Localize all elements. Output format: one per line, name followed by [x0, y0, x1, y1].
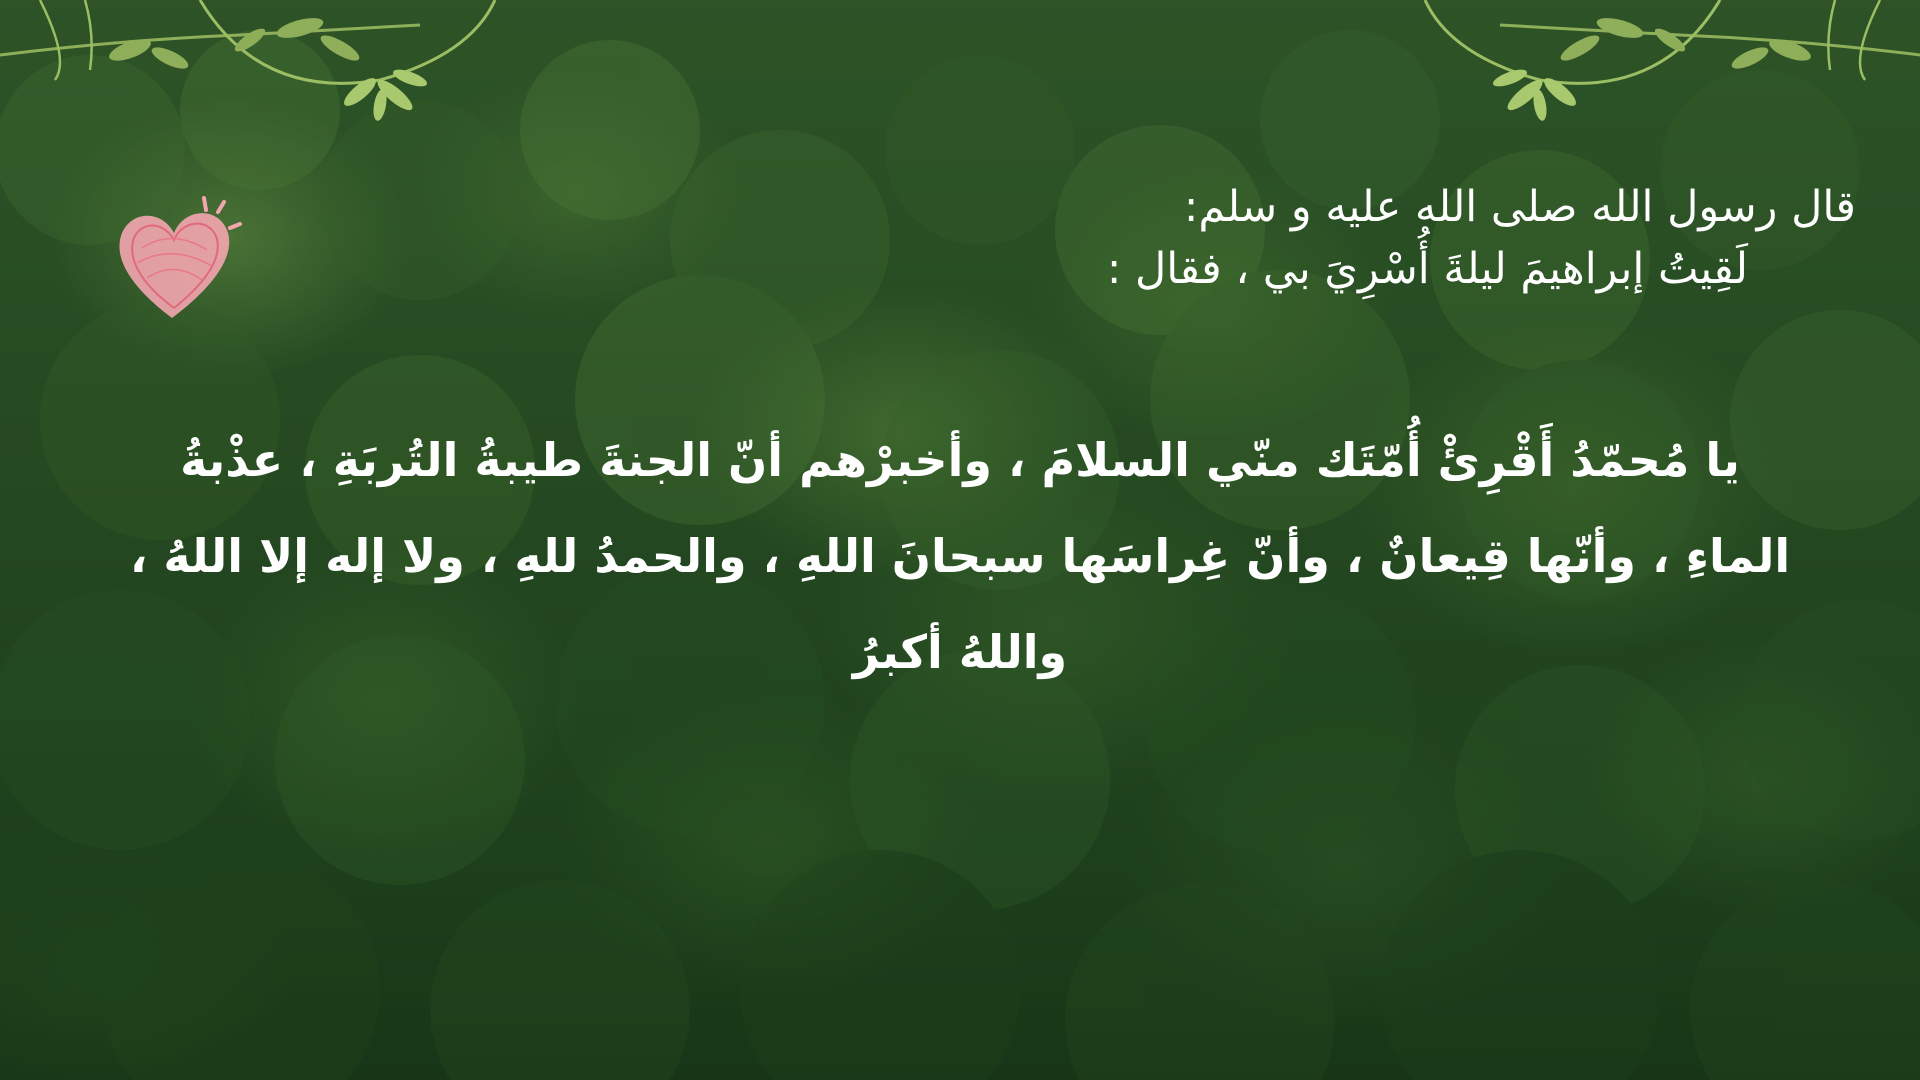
intro-line-2: لَقِيتُ إبراهيمَ ليلةَ أُسْرِيَ بي ، فقال : [1106, 244, 1748, 294]
leaf-garland-right-decoration [1400, 0, 1920, 130]
hadith-text: يا مُحمّدُ أَقْرِئْ أُمّتَك منّي السلامَ ، وأخبرْهم أنّ الجنةَ طيبةُ التُربَةِ ، عذْبةُ الماءِ ، وأنّها قِيعانٌ ، وأنّ غِراسَها سبحانَ اللهِ ، والحمدُ للهِ ، ولا إله إلا اللهُ ، واللهُ أكبرُ [129, 433, 1791, 679]
heart-icon [112, 188, 272, 328]
intro-text [956, 176, 1856, 300]
leaf-garland-left-decoration [0, 0, 520, 130]
intro-line-1: قال رسول الله صلى الله عليه و سلم: [1183, 182, 1856, 232]
